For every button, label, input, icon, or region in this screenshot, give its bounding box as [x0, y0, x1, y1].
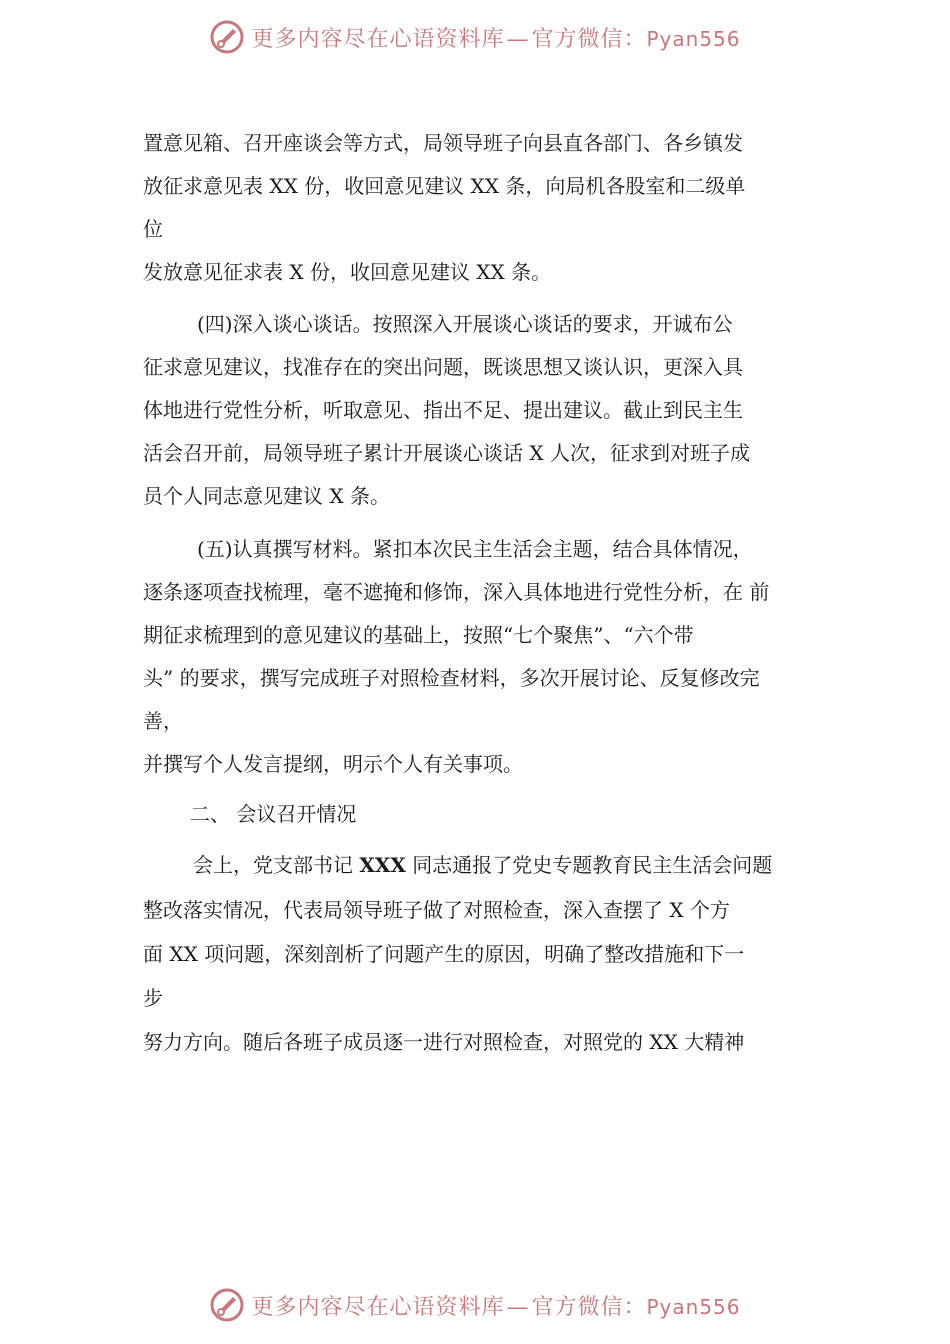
- paragraph-line: 位: [143, 217, 163, 241]
- paragraph-line: 员个人同志意见建议 X 条。: [143, 484, 390, 508]
- paragraph-line: 活会召开前，局领导班子累计开展谈心谈话 X 人次，征求到对班子成: [143, 441, 750, 465]
- paragraph-line: 头” 的要求，撰写完成班子对照检查材料，多次开展讨论、反复修改完: [143, 666, 760, 690]
- secretary-name: XXX: [359, 853, 406, 877]
- paragraph-line: 善，: [143, 709, 183, 733]
- header-banner: [0, 12, 950, 62]
- text-segment: 同志通报了党史专题教育民主生活会问题: [412, 853, 773, 877]
- header-official-label: 官方微信：: [531, 26, 647, 52]
- paragraph-line: 放征求意见表 XX 份，收回意见建议 XX 条，向局机各股室和二级单: [143, 174, 746, 198]
- footer-wechat-id: Pyan556: [646, 1294, 741, 1319]
- brand-logo-icon: [209, 1287, 245, 1323]
- header-brand: 更多内容尽在心语资料库: [251, 26, 505, 52]
- footer-banner: [0, 1280, 950, 1330]
- brand-logo-icon: [209, 19, 245, 55]
- paragraph-line: 置意见箱、召开座谈会等方式，局领导班子向县直各部门、各乡镇发: [143, 131, 743, 155]
- text-segment: 会上，党支部书记: [193, 853, 353, 877]
- section-heading: 二、 会议召开情况: [190, 802, 357, 826]
- footer-brand: 更多内容尽在心语资料库: [251, 1294, 505, 1320]
- paragraph-line: 发放意见征求表 X 份，收回意见建议 XX 条。: [143, 260, 552, 284]
- paragraph-line: [193, 852, 772, 878]
- header-dash: —: [506, 26, 530, 52]
- footer-dash: —: [506, 1294, 530, 1320]
- paragraph-line: 努力方向。随后各班子成员逐一进行对照检查，对照党的 XX 大精神: [143, 1030, 745, 1054]
- paragraph-line: (四)深入谈心谈话。按照深入开展谈心谈话的要求，开诚布公: [197, 312, 733, 336]
- paragraph-line: 逐条逐项查找梳理，毫不遮掩和修饰，深入具体地进行党性分析，在 前: [143, 580, 770, 604]
- paragraph-line: (五)认真撰写材料。紧扣本次民主生活会主题，结合具体情况，: [197, 537, 753, 561]
- paragraph-line: 征求意见建议，找准存在的突出问题，既谈思想又谈认识，更深入具: [143, 355, 743, 379]
- paragraph-line: 面 XX 项问题，深刻剖析了问题产生的原因，明确了整改措施和下一: [143, 942, 745, 966]
- footer-text: [251, 1290, 740, 1321]
- paragraph-line: 体地进行党性分析，听取意见、指出不足、提出建议。截止到民主生: [143, 398, 743, 422]
- footer-official-label: 官方微信：: [531, 1294, 647, 1320]
- paragraph-line: 期征求梳理到的意见建议的基础上，按照“七个聚焦”、“六个带: [143, 623, 694, 647]
- paragraph-line: 步: [143, 986, 163, 1010]
- paragraph-line: 并撰写个人发言提纲，明示个人有关事项。: [143, 752, 523, 776]
- header-text: [251, 22, 740, 53]
- paragraph-line: 整改落实情况，代表局领导班子做了对照检查，深入查摆了 X 个方: [143, 898, 730, 922]
- header-wechat-id: Pyan556: [646, 26, 741, 51]
